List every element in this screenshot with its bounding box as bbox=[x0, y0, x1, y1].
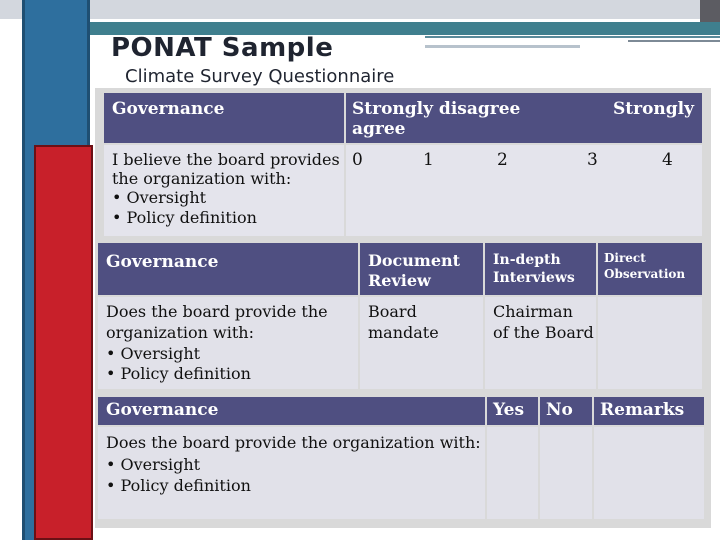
yesno-question-cell: Does the board provide the organization with: • Oversight • Policy definition bbox=[98, 427, 485, 519]
title-rule bbox=[425, 36, 720, 38]
top-band-light bbox=[0, 0, 700, 19]
yesno-remarks-cell[interactable] bbox=[594, 427, 704, 519]
left-accent-red bbox=[34, 145, 93, 540]
yesno-yes-cell[interactable] bbox=[487, 427, 538, 519]
page-title: PONAT Sample bbox=[111, 33, 334, 63]
evidence-header-document-review: Document Review bbox=[360, 243, 483, 295]
likert-option-0[interactable]: 0 bbox=[352, 150, 363, 170]
likert-option-4[interactable]: 4 bbox=[662, 150, 673, 170]
likert-header-right-label: Strongly bbox=[613, 99, 695, 119]
yesno-header-remarks: Remarks bbox=[594, 397, 704, 425]
yesno-header-yes: Yes bbox=[487, 397, 538, 425]
title-rule-secondary bbox=[425, 45, 580, 48]
likert-option-1[interactable]: 1 bbox=[423, 150, 434, 170]
likert-option-3[interactable]: 3 bbox=[587, 150, 598, 170]
likert-header-left-label: Strongly disagree bbox=[352, 99, 521, 119]
yesno-header-topic: Governance bbox=[98, 397, 485, 425]
evidence-question-cell: Does the board provide the organization with: • Oversight • Policy definition bbox=[98, 297, 358, 389]
yesno-no-cell[interactable] bbox=[540, 427, 592, 519]
evidence-header-observation: Direct Observation bbox=[598, 243, 702, 295]
page-subtitle: Climate Survey Questionnaire bbox=[125, 66, 395, 87]
evidence-document-review-value[interactable]: Board mandate bbox=[360, 297, 483, 389]
likert-question-cell: I believe the board provides the organization with: • Oversight • Policy definition bbox=[104, 145, 344, 236]
title-rule-tertiary bbox=[628, 40, 720, 42]
evidence-interviews-value[interactable]: Chairman of the Board bbox=[485, 297, 596, 389]
likert-scale-cell bbox=[346, 145, 702, 236]
evidence-header-topic: Governance bbox=[98, 243, 358, 295]
likert-option-2[interactable]: 2 bbox=[497, 150, 508, 170]
top-band-dark bbox=[700, 0, 720, 22]
likert-header-scale bbox=[346, 93, 702, 143]
yesno-header-no: No bbox=[540, 397, 592, 425]
evidence-observation-value[interactable] bbox=[598, 297, 702, 389]
likert-header-left-label-2: agree bbox=[352, 119, 406, 140]
evidence-header-interviews: In-depth Interviews bbox=[485, 243, 596, 295]
likert-header-topic: Governance bbox=[104, 93, 344, 143]
